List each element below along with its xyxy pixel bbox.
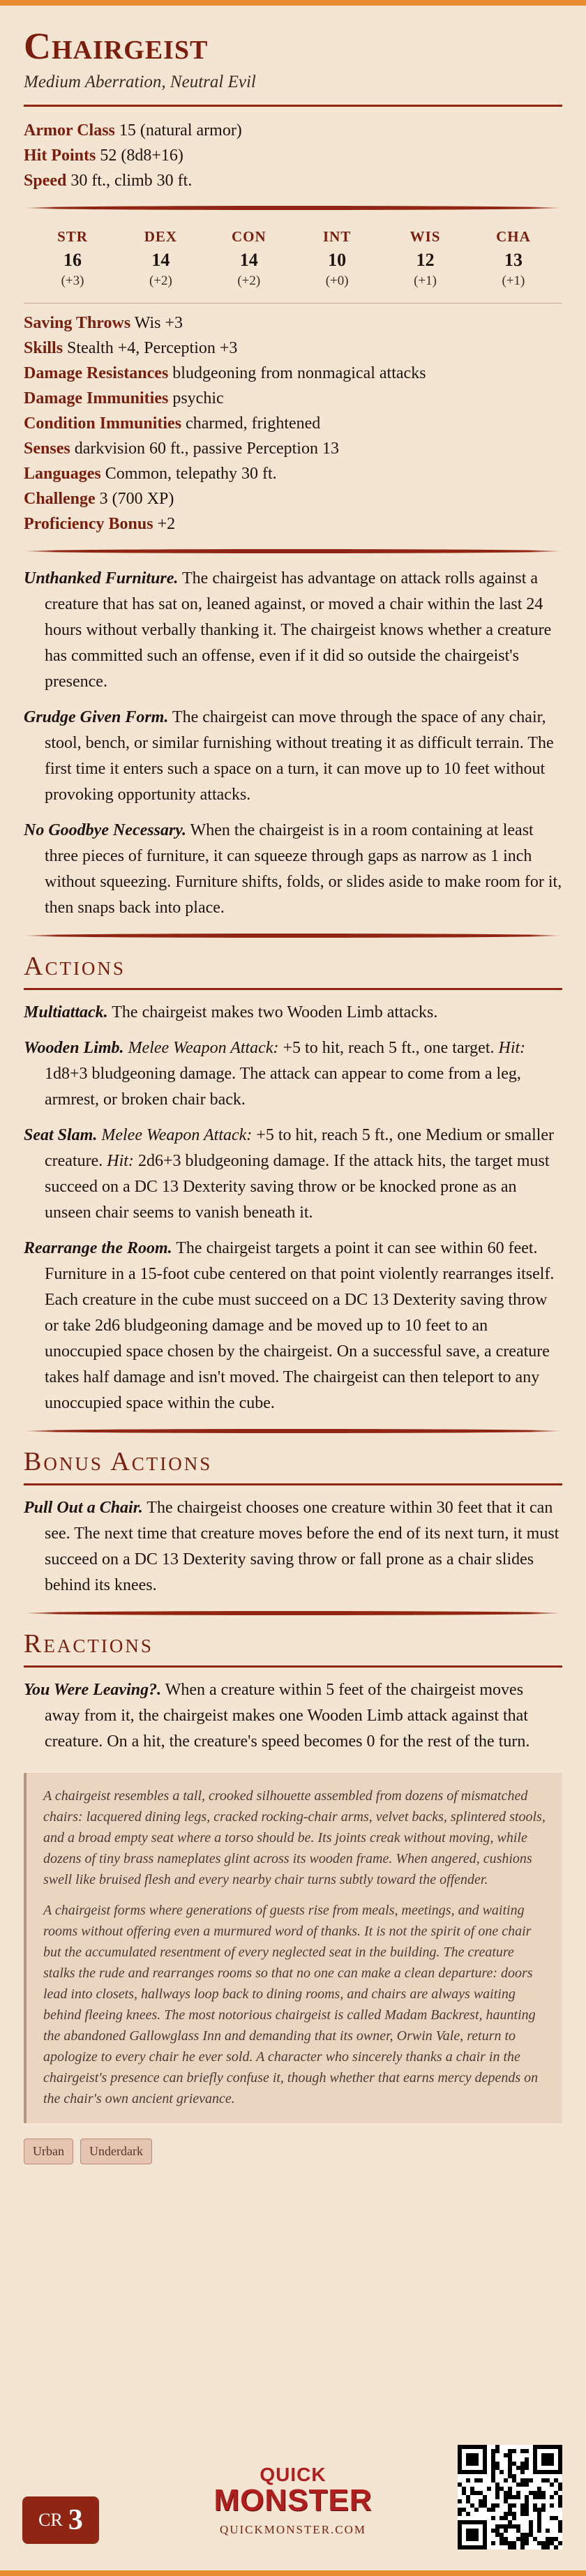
quick-monster-logo[interactable]: QUICK MONSTER QUICKMONSTER.COM [0,2464,586,2537]
section-rule [24,1665,562,1668]
bonus-actions-heading: Bonus Actions [24,1447,213,1476]
defense-block [24,118,562,193]
properties-block [24,310,562,537]
divider [24,206,562,210]
divider [24,934,562,938]
section-rule [24,1483,562,1485]
condition-immunities: Condition Immunities charmed, frightened [24,414,321,433]
ability-dex: DEX 14 (+2) [144,228,178,288]
hit-points: Hit Points 52 (8d8+16) [24,147,183,165]
lore-paragraph: A chairgeist forms where generations of guests rise from meals, meetings, and waiting rooms without offering even a murmured word of thanks. It is not the spirit of one chair but the accumulated resentment of every neglected seat in the building. The creature stalks the rude and rearranges rooms so that no one can make a clean departure: doors lead into closets, hallways loop back to dining rooms, and chairs are always waiting behind fleeing knees. The most notorious chairgeist is called Madam Backrest, haunting the abandoned Gallowglass Inn and demanding that its owner, Orwin Vale, return to apologize to every chair he ever sold. A character who sincerely thanks a chair in the chairgeist's presence can briefly confuse it, though whether that earns mercy depends on the chair's own ancient grievance. [43,1903,539,2106]
senses: Senses darkvision 60 ft., passive Perception 13 [24,440,339,458]
damage-resistances: Damage Resistances bludgeoning from nonmagical attacks [24,364,426,382]
damage-immunities: Damage Immunities psychic [24,389,224,407]
section-rule [24,988,562,990]
ability-wis: WIS 12 (+1) [410,228,441,288]
title-divider [24,105,562,107]
armor-class: Armor Class 15 (natural armor) [24,121,242,140]
tag-underdark[interactable]: Underdark [80,2139,152,2164]
trait: Unthanked Furniture. The chairgeist has advantage on attack rolls against a creature that has sat on, leaned against, or moved a chair within the last 24 hours without verbally thanking it. The chairgeist knows whether a creature has committed such an offense, even if it did so outside the chairgeist's presence. [24,569,552,691]
ability-con: CON 14 (+2) [231,228,266,288]
languages: Languages Common, telepathy 30 ft. [24,465,277,483]
skills: Skills Stealth +4, Perception +3 [24,339,238,357]
lore-box [24,1773,562,2123]
monster-type: Medium Aberration, Neutral Evil [24,73,256,91]
actions-heading: Actions [24,952,126,981]
tag-urban[interactable]: Urban [24,2139,73,2164]
monster-name: Chairgeist [24,25,209,67]
divider [24,1429,562,1433]
action: Seat Slam. Melee Weapon Attack: +5 to hit, reach 5 ft., one Medium or smaller creature. Hit: 2d6+3 bludgeoning damage. If the attack hits, the target must succeed on a DC 13 Dexterity saving throw or be knocked prone as an unseen chair seems to vanish beneath it. [24,1126,555,1222]
ability-str: STR 16 (+3) [57,228,88,288]
reactions-heading: Reactions [24,1629,153,1658]
ability-cha: CHA 13 (+1) [496,228,531,288]
footer [0,2446,586,2565]
action: Rearrange the Room. The chairgeist targets a point it can see within 60 feet. Furniture in a 15-foot cube centered on that point violently rearranges itself. Each creature in the cube must succeed on a DC 13 Dexterity saving throw or take 2d6 bludgeoning damage and be moved up to 10 feet to an unoccupied space chosen by the chairgeist. On a successful save, a creature takes half damage and isn't moved. The chairgeist can then teleport to any unoccupied space within the cube. [24,1239,555,1412]
site-link[interactable]: QUICKMONSTER.COM [219,2523,367,2536]
ability-divider [24,303,562,304]
speed: Speed 30 ft., climb 30 ft. [24,172,193,190]
action: Wooden Limb. Melee Weapon Attack: +5 to hit, reach 5 ft., one target. Hit: 1d8+3 bludgeoning damage. The attack can appear to come from a leg, armrest, or broken chair back. [24,1039,526,1109]
cr-badge: CR 3 [22,2496,99,2544]
reaction: You Were Leaving?. When a creature within 5 feet of the chairgeist moves away from it, the chairgeist makes one Wooden Limb attack against that creature. On a hit, the creature's speed becomes 0 for the rest of the turn. [24,1681,530,1751]
trait: No Goodbye Necessary. When the chairgeist is in a room containing at least three pieces of furniture, it can squeeze through gaps as narrow as 1 inch without squeezing. Furniture shifts, folds, or slides aside to make room for it, then snaps back into place. [24,821,562,917]
ability-scores [24,223,562,293]
divider [24,549,562,553]
ability-int: INT 10 (+0) [322,228,352,288]
proficiency-bonus: Proficiency Bonus +2 [24,515,176,533]
divider [24,1611,562,1615]
bonus-action: Pull Out a Chair. The chairgeist chooses one creature within 30 feet that it can see. The next time that creature moves before the end of its next turn, it must succeed on a DC 13 Dexterity saving throw or fall prone as a chair slides behind its knees. [24,1499,559,1594]
lore-paragraph: A chairgeist resembles a tall, crooked silhouette assembled from dozens of mismatched chairs: lacquered dining legs, cracked rocking-chair arms, velvet backs, splintered stools, and a broad empty seat where a torso should be. Its joints creak without moving, while dozens of tiny brass nameplates glint across its wooden frame. When angered, cushions swell like bruised flesh and every nearby chair turns subtly toward the offender. [43,1788,546,1887]
tag-list [24,2139,562,2164]
qr-code-icon[interactable] [458,2445,562,2549]
challenge: Challenge 3 (700 XP) [24,490,174,508]
trait: Grudge Given Form. The chairgeist can move through the space of any chair, stool, bench, or similar furnishing without treating it as difficult terrain. The first time it enters such a space on a turn, it can move up to 10 feet without provoking opportunity attacks. [24,708,554,804]
action: Multiattack. The chairgeist makes two Wooden Limb attacks. [24,1003,438,1021]
saving-throws: Saving Throws Wis +3 [24,314,183,332]
